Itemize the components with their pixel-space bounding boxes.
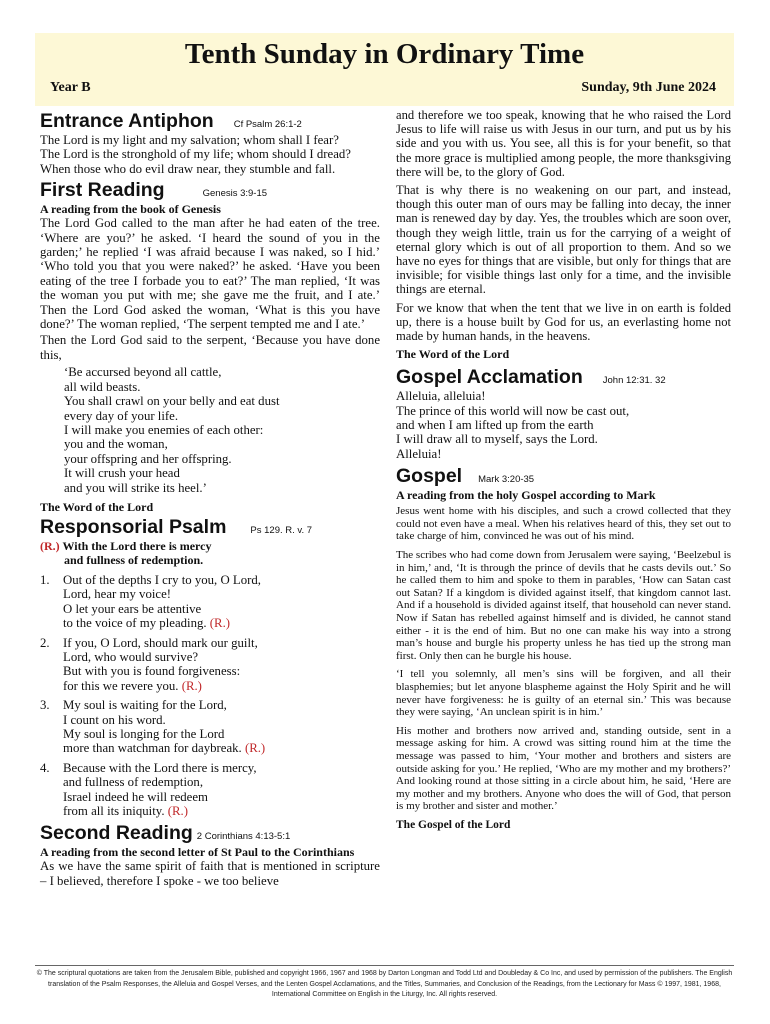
gospel-intro: A reading from the holy Gospel according to Mark bbox=[396, 488, 656, 503]
response-marker: (R.) bbox=[181, 678, 202, 693]
verse-line: I count on his word. bbox=[63, 712, 166, 727]
first-reading-intro: A reading from the book of Genesis bbox=[40, 202, 221, 217]
poem-line: ‘Be accursed beyond all cattle, bbox=[64, 365, 222, 380]
verse-number: 3. bbox=[40, 698, 50, 713]
verse-line: more than watchman for daybreak. (R.) bbox=[63, 741, 266, 756]
entrance-antiphon-header bbox=[40, 109, 380, 133]
verse-line: to the voice of my pleading. (R.) bbox=[63, 616, 231, 631]
poem-line: all wild beasts. bbox=[64, 379, 141, 394]
antiphon-line: When those who do evil draw near, they stumble and fall. bbox=[40, 161, 336, 176]
second-reading-paragraph: For we know that when the tent that we live in on earth is folded up, there is a house built by God for us, an everlasting home not made by human hands, in the heavens. bbox=[396, 300, 731, 344]
second-reading-paragraph: and therefore we too speak, knowing that he who raised the Lord Jesus to life will raise us with Jesus in our turn, and put us by his side and you with us. You see, all this is for your benefit, so that the more grace is multiplied among people, the more thanksgiving there will be, to the glory of God. bbox=[396, 108, 731, 179]
acclamation-line: and when I am lifted up from the earth bbox=[396, 418, 594, 433]
gospel-paragraph: His mother and brothers now arrived and, standing outside, sent in a message asking for him. A crowd was sitting round him at the time the message was passed to him, ‘Your mother and brothers and sisters are outside asking for you.’ He replied, ‘Who are my mother and my brothers?’ And looking round at those sitting in a circle about him, he said, ‘Here are my mother and my brothers. Anyone who does the will of God, that person is my brother and sister and mother.’ bbox=[396, 724, 731, 813]
acclamation-header bbox=[396, 365, 731, 389]
acclamation-line: The prince of this world will now be cast out, bbox=[396, 403, 630, 418]
verse-line: from all its iniquity. (R.) bbox=[63, 804, 189, 819]
first-reading-conclusion: The Word of the Lord bbox=[40, 499, 154, 514]
psalm-response-cont: and fullness of redemption. bbox=[64, 552, 204, 567]
gospel-ref: Mark 3:20-35 bbox=[478, 474, 535, 486]
gospel-conclusion: The Gospel of the Lord bbox=[396, 818, 511, 831]
verse-line: My soul is longing for the Lord bbox=[63, 727, 225, 741]
entrance-antiphon-heading: Entrance Antiphon bbox=[40, 110, 214, 132]
second-reading-header bbox=[40, 821, 380, 845]
verse-line: O let your ears be attentive bbox=[63, 601, 202, 616]
second-reading-paragraph: That is why there is no weakening on our part, and instead, though this outer man of ours may be falling into decay, the inner man is renewed day by day. Yes, the troubles which are soon over, though they weigh little, train us for the carrying of a weight of eternal glory which is out of all proportion to them. And so we have no eyes for things that are visible, but only for things that are invisible; for visible things last only for a time, and the invisible things are eternal. bbox=[396, 183, 731, 297]
response-marker: (R.) bbox=[209, 616, 231, 631]
poem-line: It will crush your head bbox=[64, 466, 180, 481]
verse-line: Israel indeed he will redeem bbox=[63, 789, 208, 804]
antiphon-line: The Lord is the stronghold of my life; whom should I dread? bbox=[40, 147, 351, 162]
response-text: With the Lord there is mercy bbox=[62, 538, 212, 553]
poem-line: every day of your life. bbox=[64, 408, 179, 423]
entrance-antiphon-ref: Cf Psalm 26:1-2 bbox=[233, 119, 302, 130]
verse-number: 2. bbox=[40, 635, 50, 650]
acclamation-line: I will draw all to myself, says the Lord. bbox=[396, 432, 598, 447]
psalm-verse bbox=[40, 761, 380, 819]
second-reading-intro: A reading from the second letter of St Paul to the Corinthians bbox=[40, 845, 355, 860]
first-reading-ref: Genesis 3:9-15 bbox=[202, 188, 268, 200]
verse-number: 1. bbox=[40, 572, 50, 587]
response-marker: (R.) bbox=[244, 741, 266, 756]
psalm-verse bbox=[40, 636, 380, 694]
acclamation-line: Alleluia! bbox=[396, 446, 442, 461]
first-reading-heading: First Reading bbox=[40, 179, 165, 202]
psalm-heading: Responsorial Psalm bbox=[40, 515, 227, 538]
verse-line: But with you is found forgiveness: bbox=[63, 664, 241, 679]
psalm-verse bbox=[40, 698, 380, 756]
second-reading-conclusion: The Word of the Lord bbox=[396, 347, 510, 362]
poem-line: You shall crawl on your belly and eat dust bbox=[64, 394, 280, 409]
psalm-header bbox=[40, 515, 380, 539]
copyright-footer: © The scriptural quotations are taken from the Jerusalem Bible, published and copyright 1966, 1967 and 1968 by Darton Longman and Todd Ltd and Doubleday & Co Inc, and used by permission of the publishers. The English translation of the Psalm Responses, the Alleluia and Gospel Verses, and the Lenten Gospel Acclamations, and the Titles, Summaries, and Conclusion of the Readings, from the Lectionary for Mass © 1997, 1981, 1968, International Committee on English in the Liturgy, Inc. All rights reserved. bbox=[35, 965, 734, 1001]
response-marker: (R.) bbox=[40, 538, 60, 553]
psalm-response bbox=[40, 539, 380, 553]
page-title: Tenth Sunday in Ordinary Time bbox=[184, 38, 585, 70]
verse-line: If you, O Lord, should mark our guilt, bbox=[63, 635, 258, 650]
first-reading-paragraph: The Lord God called to the man after he had eaten of the tree. ‘Where are you?’ he asked. ‘I heard the sound of you in the garden;’ he replied ‘I was afraid because I was naked, so I hid.’ ‘Who told you that you were naked?’ he asked. ‘Have you been eating of the tree I forbade you to eat?’ The man replied, ‘It was the woman you put with me; she gave me the fruit, and I ate.’ Then the Lord God asked the woman, ‘What is this you have done?’ The woman replied, ‘The serpent tempted me and I ate.’ bbox=[40, 216, 380, 332]
second-reading-paragraph: As we have the same spirit of faith that is mentioned in scripture – I believed, therefore I spoke - we too believe bbox=[40, 859, 380, 888]
right-column bbox=[396, 108, 731, 832]
gospel-header bbox=[396, 464, 731, 488]
poem-line: you and the woman, bbox=[64, 437, 168, 452]
verse-number: 4. bbox=[40, 760, 50, 775]
response-marker: (R.) bbox=[167, 804, 189, 819]
left-column bbox=[40, 108, 380, 888]
poem-line: and you will strike its heel.’ bbox=[64, 480, 207, 495]
second-reading-ref: 2 Corinthians 4:13-5:1 bbox=[196, 831, 291, 843]
second-reading-heading: Second Reading bbox=[40, 822, 193, 845]
psalm-verse bbox=[40, 573, 380, 631]
antiphon-line: The Lord is my light and my salvation; whom shall I fear? bbox=[40, 133, 339, 147]
verse-line: Because with the Lord there is mercy, bbox=[63, 760, 257, 775]
verse-line: My soul is waiting for the Lord, bbox=[63, 698, 227, 713]
first-reading-paragraph: Then the Lord God said to the serpent, ‘Because you have done this, bbox=[40, 333, 380, 362]
curse-poem bbox=[40, 365, 380, 495]
verse-line: for this we revere you. (R.) bbox=[63, 678, 202, 693]
poem-line: your offspring and her offspring. bbox=[64, 451, 232, 466]
verse-line: Lord, who would survive? bbox=[63, 649, 199, 664]
gospel-paragraph: The scribes who had come down from Jerusalem were saying, ‘Beelzebul is in him,’ and, ‘It is through the prince of devils that he casts devils out.’ So he called them to him and spoke to them in parables, ‘How can Satan cast out Satan? If a kingdom is divided against itself, that kingdom cannot last. And if a household is divided against itself, that household can never stand. Now if Satan has rebelled against himself and is divided, he cannot stand either - it is the end of him. But no one can make his way into a strong man’s house and burgle his property unless he has tied up the strong man first. Only then can he burgle his house. bbox=[396, 549, 731, 662]
first-reading-header bbox=[40, 178, 380, 202]
psalm-ref: Ps 129. R. v. 7 bbox=[250, 524, 313, 536]
acclamation-heading: Gospel Acclamation bbox=[396, 366, 583, 389]
verse-line: Out of the depths I cry to you, O Lord, bbox=[63, 572, 261, 587]
gospel-heading: Gospel bbox=[396, 465, 463, 488]
verse-line: Lord, hear my voice! bbox=[63, 587, 172, 602]
gospel-paragraph: ‘I tell you solemnly, all men’s sins will be forgiven, and all their blasphemies; but let anyone blaspheme against the Holy Spirit and he will never have forgiveness: he is guilty of an eternal sin.’ This was because they were saying, ‘An unclean spirit is in him.’ bbox=[396, 668, 731, 719]
title-banner bbox=[35, 33, 734, 106]
acclamation-line: Alleluia, alleluia! bbox=[396, 389, 486, 404]
verse-line: and fullness of redemption, bbox=[63, 775, 204, 790]
liturgical-year: Year B bbox=[50, 80, 91, 95]
gospel-paragraph: Jesus went home with his disciples, and such a crowd collected that they could not even have a meal. When his relatives heard of this, they set out to take charge of him, convinced he was out of his mind. bbox=[396, 505, 731, 543]
acclamation-ref: John 12:31. 32 bbox=[602, 375, 666, 387]
poem-line: I will make you enemies of each other: bbox=[64, 422, 264, 437]
psalm-verses bbox=[40, 573, 380, 819]
celebration-date: Sunday, 9th June 2024 bbox=[581, 80, 716, 95]
